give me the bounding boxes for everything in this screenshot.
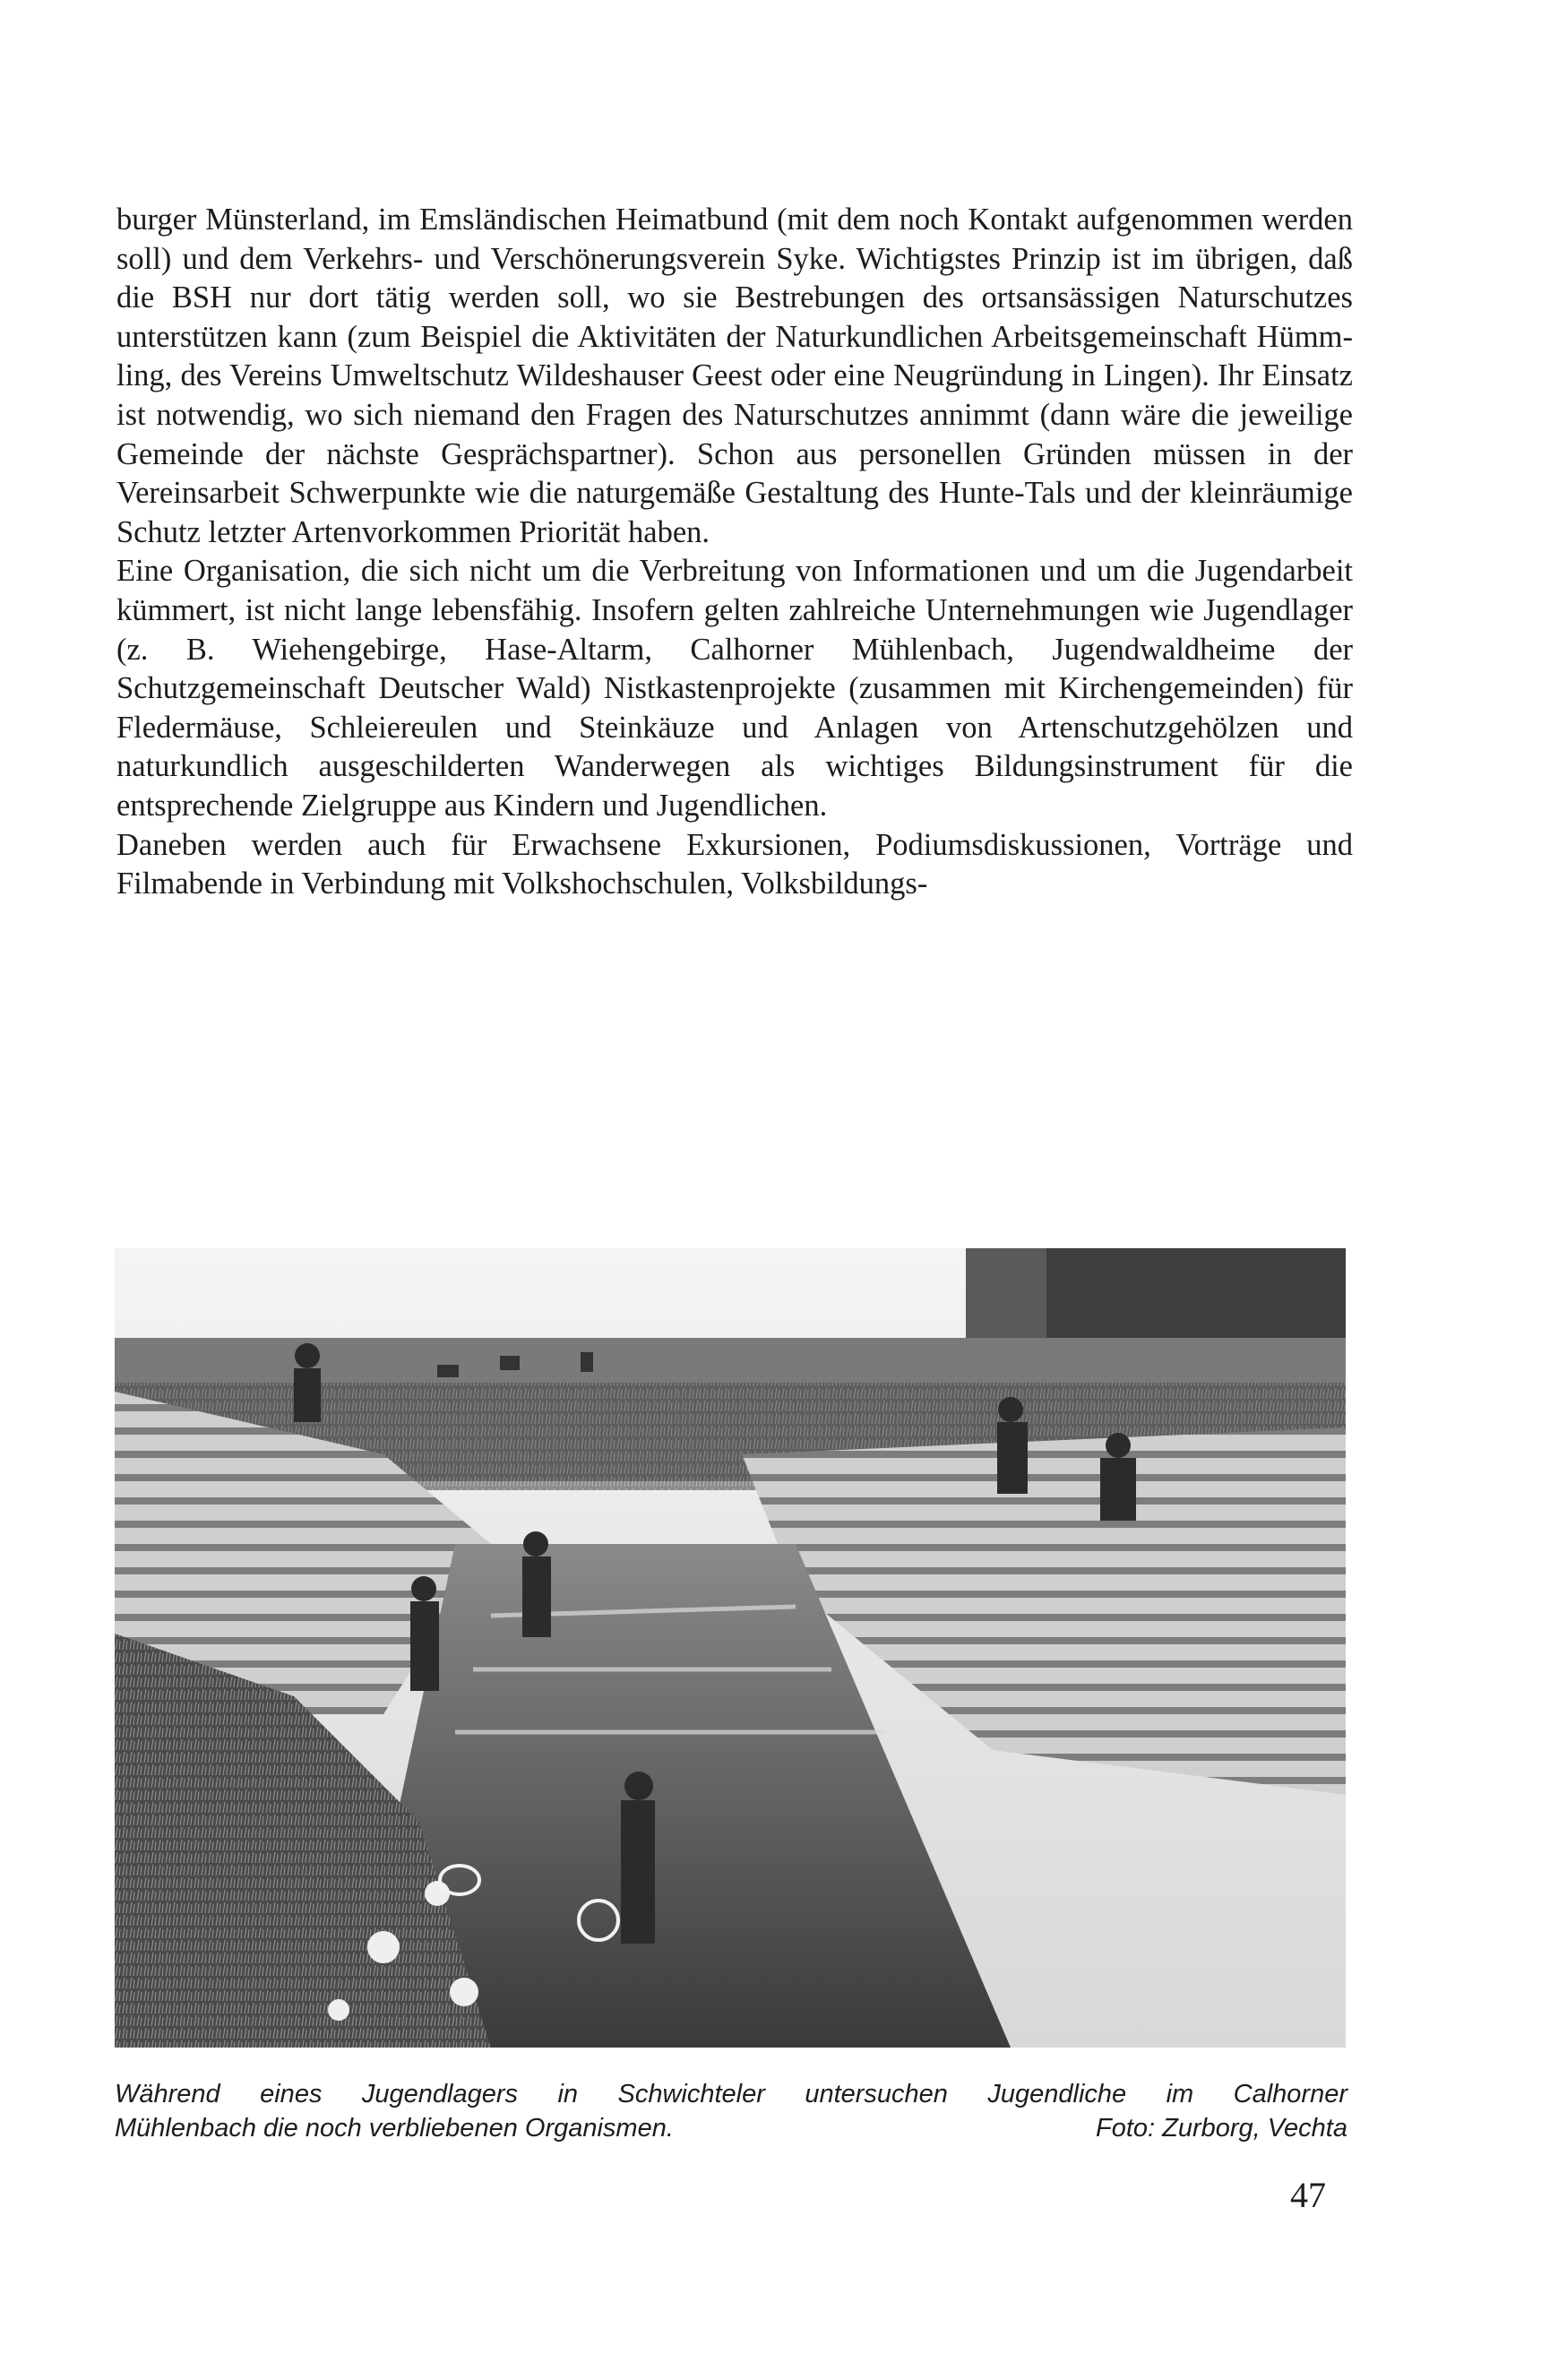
photo-stream-fish-ladder	[115, 1248, 1346, 2048]
paragraph: Daneben werden auch für Erwachsene Exkursionen, Podiumsdiskussionen, Vorträge und Filmabende in Verbindung mit Volkshochschulen, Volksbildungs-	[116, 827, 1353, 901]
photo-caption	[115, 2077, 1347, 2145]
caption-line-2-row	[115, 2111, 1347, 2145]
paragraph: burger Münsterland, im Emsländischen Heimatbund (mit dem noch Kontakt aufgenommen werden soll) und dem Verkehrs- und Verschönerungsverein Syke. Wichtigstes Prinzip ist im übrigen, daß die BSH nur dort tätig werden soll, wo sie Bestrebungen des ortsansässigen Naturschutzes unterstützen kann (zum Beispiel die Aktivitäten der Naturkundlichen Arbeitsgemeinschaft Hümmling, des Vereins Umweltschutz Wildeshauser Geest oder eine Neugründung in Lingen). Ihr Einsatz ist notwendig, wo sich niemand den Fragen des Naturschutzes annimmt (dann wäre die jeweilige Gemeinde der nächste Gesprächspartner). Schon aus personellen Gründen müssen in der Vereinsarbeit Schwerpunkte wie die naturgemäße Gestaltung des Hunte-Tals und der kleinräumige Schutz letzter Artenvorkommen Priorität haben.	[116, 203, 1353, 549]
body-text	[116, 201, 1353, 904]
photo-credit: Foto: Zurborg, Vechta	[1095, 2114, 1347, 2143]
page-number: 47	[1290, 2175, 1326, 2215]
paragraph: Eine Organisation, die sich nicht um die Verbreitung von Informationen und um die Jugendarbeit kümmert, ist nicht lange lebensfähig. Insofern gelten zahlreiche Unternehmungen wie Jugendlager (z. B. Wiehengebirge, Hase-Altarm, Calhorner Mühlenbach, Jugendwaldheime der Schutzgemeinschaft Deutscher Wald) Nistkastenprojekte (zusammen mit Kirchengemeinden) für Fledermäuse, Schleiereulen und Steinkäuze und Anlagen von Artenschutzgehölzen und naturkundlich ausgeschilderten Wanderwegen als wichtiges Bildungsinstrument für die entsprechende Zielgruppe aus Kindern und Jugendlichen.	[116, 554, 1353, 823]
caption-line-2: Mühlenbach die noch verbliebenen Organismen.	[115, 2114, 674, 2143]
caption-line-1: Während eines Jugendlagers in Schwichteler untersuchen Jugendliche im Calhorner	[115, 2080, 1347, 2108]
